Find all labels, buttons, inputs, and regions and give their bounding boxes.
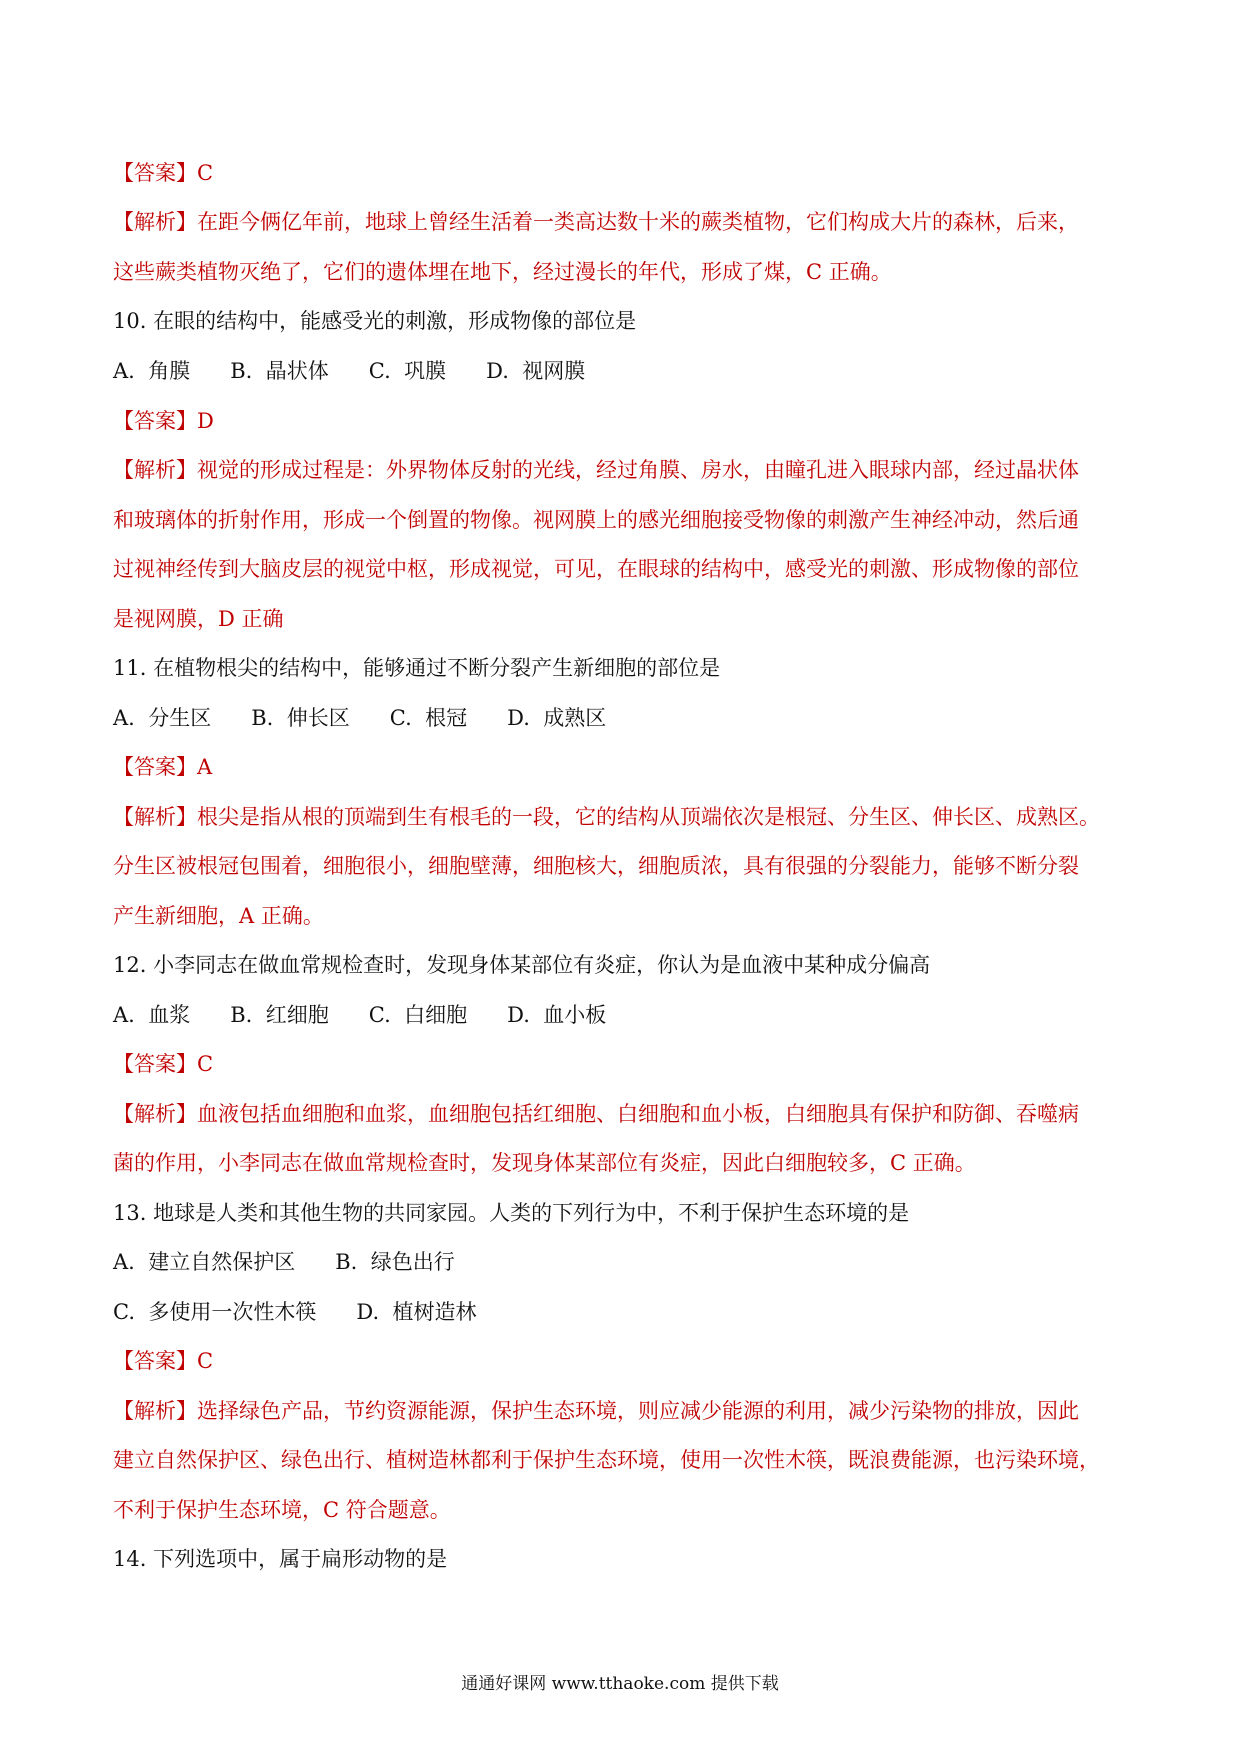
answer-value: A [197,755,213,779]
analysis-text: 分生区被根冠包围着，细胞很小，细胞壁薄，细胞核大，细胞质浓，具有很强的分裂能力，能够不断分裂 [113,854,1079,878]
analysis-tag: 【解析】 [113,458,197,482]
answer-tag: 【答案】 [113,409,197,433]
analysis-line [113,802,1140,832]
analysis-line [113,1396,1140,1426]
answer-line [113,1346,1140,1376]
analysis-text: 血液包括血细胞和血浆，血细胞包括红细胞、白细胞和血小板，白细胞具有保护和防御、吞噬病 [197,1102,1079,1126]
question-14: 14. 下列选项中，属于扁形动物的是 [113,1547,448,1571]
question-11: 11. 在植物根尖的结构中，能够通过不断分裂产生新细胞的部位是 [113,656,721,680]
analysis-text: 过视神经传到大脑皮层的视觉中枢，形成视觉，可见，在眼球的结构中，感受光的刺激、形成物像的部位 [113,557,1079,581]
analysis-tag: 【解析】 [113,1102,197,1126]
analysis-line [113,455,1140,485]
answer-value: C [197,1349,214,1373]
question-13-options: C. 多使用一次性木筷 D. 植树造林 [113,1300,477,1324]
analysis-text: 根尖是指从根的顶端到生有根毛的一段，它的结构从顶端依次是根冠、分生区、伸长区、成熟区。 [197,805,1100,829]
analysis-text: 不利于保护生态环境，C 符合题意。 [113,1498,451,1522]
page-footer: 通通好课网 www.tthaoke.com 提供下载 [461,1674,779,1694]
question-13: 13. 地球是人类和其他生物的共同家园。人类的下列行为中，不利于保护生态环境的是 [113,1201,910,1225]
analysis-line [113,1099,1140,1129]
answer-tag: 【答案】 [113,1349,197,1373]
answer-value: C [197,1052,214,1076]
answer-tag: 【答案】 [113,1052,197,1076]
answer-line [113,1049,1140,1079]
analysis-line [113,207,1140,237]
question-13-options: A. 建立自然保护区 B. 绿色出行 [113,1250,455,1274]
analysis-text: 视觉的形成过程是：外界物体反射的光线，经过角膜、房水，由瞳孔进入眼球内部，经过晶状体 [197,458,1079,482]
answer-tag: 【答案】 [113,755,197,779]
analysis-text: 菌的作用，小李同志在做血常规检查时，发现身体某部位有炎症，因此白细胞较多，C 正确。 [113,1151,976,1175]
analysis-text: 在距今俩亿年前，地球上曾经生活着一类高达数十米的蕨类植物，它们构成大片的森林，后来， [197,210,1079,234]
answer-line [113,406,1140,436]
answer-value: C [197,161,214,185]
analysis-tag: 【解析】 [113,805,197,829]
answer-line [113,158,1140,188]
analysis-text: 和玻璃体的折射作用，形成一个倒置的物像。视网膜上的感光细胞接受物像的刺激产生神经冲动，然后通 [113,508,1079,532]
analysis-text: 选择绿色产品，节约资源能源，保护生态环境，则应减少能源的利用，减少污染物的排放，因此 [197,1399,1079,1423]
analysis-tag: 【解析】 [113,210,197,234]
answer-value: D [197,409,214,433]
question-10: 10. 在眼的结构中，能感受光的刺激，形成物像的部位是 [113,309,637,333]
analysis-text: 建立自然保护区、绿色出行、植树造林都利于保护生态环境，使用一次性木筷，既浪费能源，也污染环境， [113,1448,1100,1472]
answer-tag: 【答案】 [113,161,197,185]
analysis-text: 这些蕨类植物灭绝了，它们的遗体埋在地下，经过漫长的年代，形成了煤，C 正确。 [113,260,892,284]
question-12-options: A. 血浆 B. 红细胞 C. 白细胞 D. 血小板 [113,1003,607,1027]
question-11-options: A. 分生区 B. 伸长区 C. 根冠 D. 成熟区 [113,706,607,730]
question-10-options: A. 角膜 B. 晶状体 C. 巩膜 D. 视网膜 [113,359,586,383]
answer-line [113,752,1140,782]
analysis-text: 是视网膜，D 正确 [113,607,284,631]
analysis-tag: 【解析】 [113,1399,197,1423]
question-12: 12. 小李同志在做血常规检查时，发现身体某部位有炎症，你认为是血液中某种成分偏高 [113,953,931,977]
analysis-text: 产生新细胞，A 正确。 [113,904,324,928]
